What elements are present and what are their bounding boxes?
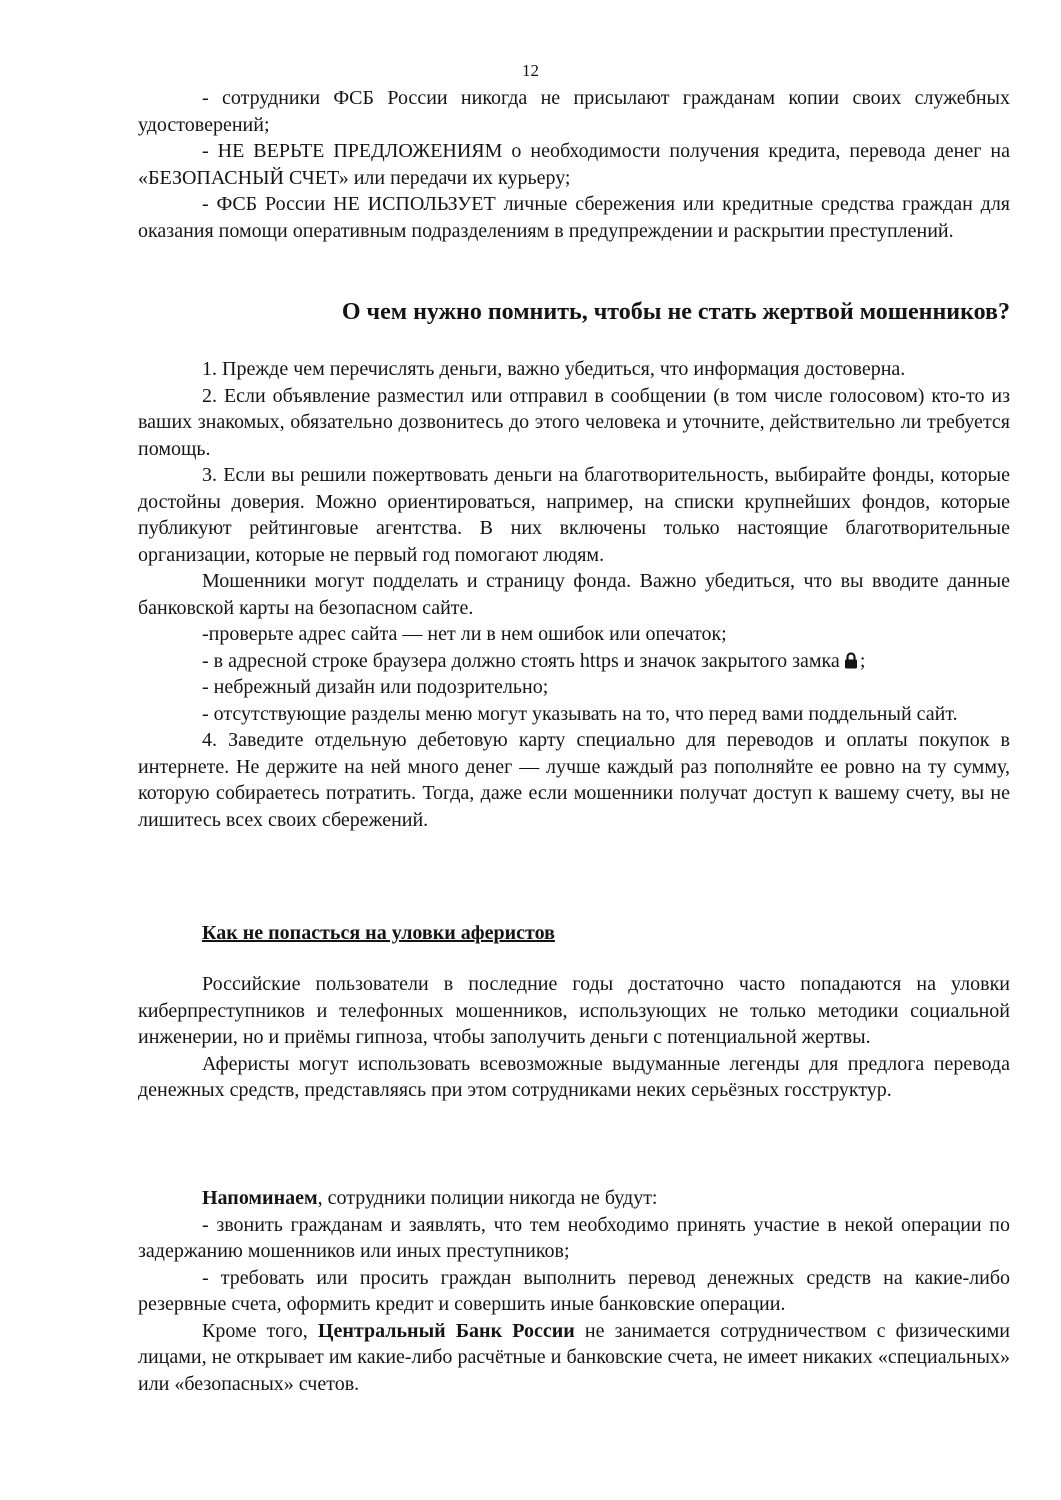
subheading: Как не попасться на уловки аферистов [202, 922, 555, 944]
paragraph-with-lock [138, 648, 1010, 675]
bold-text: Напоминаем [202, 1187, 318, 1209]
reminder-section [138, 1185, 1010, 1397]
paragraph: - сотрудники ФСБ России никогда не присылают гражданам копии своих служебных удостоверений; [138, 87, 1010, 136]
paragraph [138, 1185, 1010, 1212]
paragraph-text: - в адресной строке браузера должно стоять https и значок закрытого замка [202, 649, 840, 672]
paragraph: - требовать или просить граждан выполнить перевод денежных средств на какие-либо резервные счета, оформить кредит и совершить иные банковские операции. [138, 1266, 1010, 1315]
paragraph [138, 1318, 1010, 1398]
section-heading: О чем нужно помнить, чтобы не стать жертвой мошенников? [341, 299, 1010, 325]
paragraph-text: не занимается сотрудничеством с физическими лицами, не открывает им какие-либо расчётные и банковские счета, не имеет никаких «специальных» или «безопасных» счетов. [138, 1319, 1010, 1395]
paragraph: 4. Заведите отдельную дебетовую карту специально для переводов и оплаты покупок в интернете. Не держите на ней много денег — лучше каждый раз пополняйте ее ровно на ту сумму, которую собираетесь потратить. Тогда, даже если мошенники получат доступ к вашему счету, вы не лишитесь всех своих сбережений. [138, 729, 1010, 831]
page-number: 12 [522, 61, 539, 80]
paragraph-text: , сотрудники полиции никогда не будут: [317, 1187, 658, 1209]
paragraph: - НЕ ВЕРЬТЕ ПРЕДЛОЖЕНИЯМ о необходимости получения кредита, перевода денег на «БЕЗОПАСНЫЙ СЧЕТ» или передачи их курьеру; [138, 140, 1010, 189]
paragraph: Мошенники могут подделать и страницу фонда. Важно убедиться, что вы вводите данные банковской карты на безопасном сайте. [138, 570, 1010, 619]
paragraph: - ФСБ России НЕ ИСПОЛЬЗУЕТ личные сбережения или кредитные средства граждан для оказания помощи оперативным подразделениям в предупреждении и раскрытии преступлений. [138, 193, 1010, 242]
paragraph: Аферисты могут использовать всевозможные выдуманные легенды для предлога перевода денежных средств, представляясь при этом сотрудниками неких серьёзных госструктур. [138, 1052, 1010, 1101]
bold-text: Центральный Банк России [317, 1319, 575, 1342]
paragraph: 1. Прежде чем перечислять деньги, важно убедиться, что информация достоверна. [202, 358, 906, 380]
paragraph: 3. Если вы решили пожертвовать деньги на благотворительность, выбирайте фонды, которые достойны доверия. Можно ориентироваться, например, на списки крупнейших фондов, которые публикуют рейтинговые агентства. В них включены только настоящие благотворительные организации, которые не первый год помогают людям. [138, 464, 1010, 566]
paragraph-text: Кроме того, [202, 1319, 318, 1342]
tips-section [138, 356, 1010, 833]
paragraph: - небрежный дизайн или подозрительно; [202, 676, 549, 698]
fsb-warnings-section [138, 85, 1010, 244]
paragraph: -проверьте адрес сайта — нет ли в нем ошибок или опечаток; [202, 623, 727, 645]
fraud-section [138, 971, 1010, 1104]
paragraph: 2. Если объявление разместил или отправил в сообщении (в том числе голосовом) кто-то из ваших знакомых, обязательно дозвонитесь до этого человека и уточните, действительно ли требуется помощь. [138, 384, 1010, 460]
paragraph: Российские пользователи в последние годы достаточно часто попадаются на уловки киберпреступников и телефонных мошенников, использующих не только методики социальной инженерии, но и приёмы гипноза, чтобы заполучить деньги с потенциальной жертвы. [138, 973, 1010, 1048]
paragraph: - отсутствующие разделы меню могут указывать на то, что перед вами поддельный сайт. [202, 702, 958, 725]
paragraph-text: ; [859, 649, 866, 672]
lock-icon [844, 652, 858, 669]
paragraph: - звонить гражданам и заявлять, что тем необходимо принять участие в некой операции по задержанию мошенников или иных преступников; [138, 1213, 1010, 1262]
